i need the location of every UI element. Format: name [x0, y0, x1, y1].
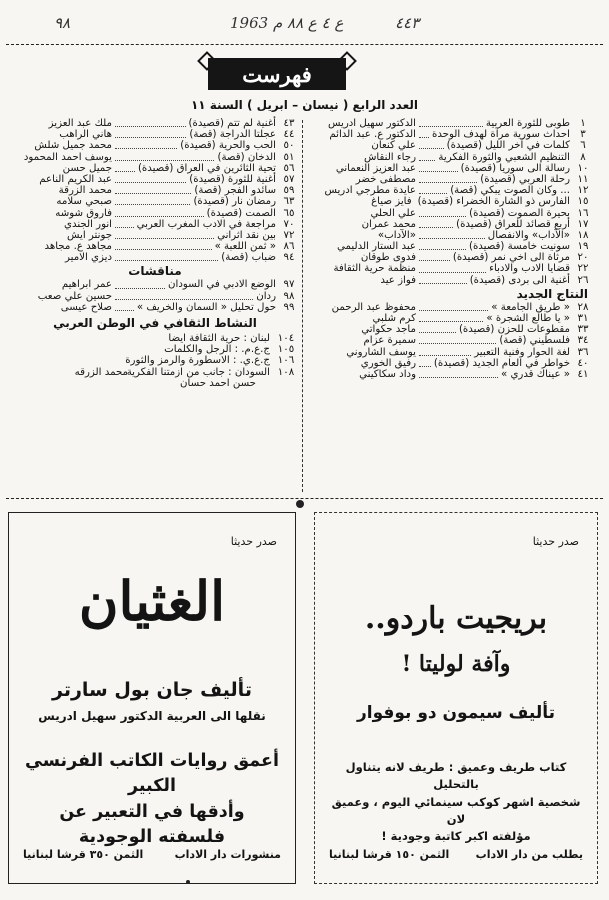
toc-page-number: ٥٧	[283, 173, 295, 185]
toc-entry	[312, 335, 596, 346]
toc-title: مرثاة الى اخي نمر (قصيدة)	[452, 252, 570, 264]
section-heading-culture: النشاط الثقافي في الوطن العربي	[53, 316, 257, 330]
ad-title: بريجيت باردو..	[364, 601, 548, 636]
toc-leader	[419, 182, 477, 183]
toc-entry	[312, 241, 596, 252]
toc-title: سونيت خامسة (قصيدة)	[468, 241, 570, 253]
toc-leader	[115, 310, 134, 311]
column-divider	[302, 120, 304, 492]
toc-leader	[419, 260, 450, 261]
toc-page-number: ٤٤	[283, 129, 295, 141]
toc-leader	[419, 137, 429, 138]
toc-page-number: ١٧	[577, 218, 589, 230]
toc-page-number: ١٠٤	[277, 333, 295, 344]
toc-author: سميرة عزام	[363, 335, 416, 347]
toc-entry	[8, 252, 302, 263]
toc-author: عبد الكريم الناعم	[39, 173, 112, 185]
toc-title: ج.ع.م. : الرجل والكلمات	[164, 344, 270, 356]
toc-page-number: ١٠٨	[277, 366, 295, 378]
toc-page-number: ٨	[580, 151, 586, 163]
toc-leader	[115, 204, 190, 205]
toc-leader	[115, 216, 204, 217]
toc-leader	[419, 148, 444, 149]
toc-author: عبد العزيز النعماني	[335, 162, 416, 174]
toc-entry	[8, 185, 302, 196]
toc-entry	[312, 118, 596, 129]
toc-entry	[312, 140, 596, 151]
toc-title: قضايا الادب والادباء	[489, 263, 570, 275]
ad-description-line: وأدقها في التعبير عن فلسفته الوجودية	[59, 801, 245, 848]
toc-title: رمضان نار (قصيدة)	[193, 196, 276, 208]
toc-author: محمد عمران	[361, 218, 416, 230]
toc-entry	[8, 241, 302, 252]
toc-page-number: ٩٩	[283, 301, 295, 313]
toc-title: بحيرة الصموت (قصيدة)	[469, 207, 570, 219]
toc-page-number: ٥٠	[283, 140, 295, 152]
handwritten-note-left: ٩٨	[54, 14, 71, 32]
ad-brigitte-bardot	[314, 512, 598, 884]
toc-right-column	[312, 118, 596, 380]
toc-author: انور الجندي	[64, 218, 112, 230]
toc-entry	[312, 208, 596, 219]
toc-title: الحب والحرية (قصيدة)	[180, 140, 276, 152]
ad-publisher: منشورات دار الاداب	[174, 848, 281, 861]
toc-leader	[419, 193, 447, 194]
toc-author: وداد سكاكيني	[359, 368, 416, 380]
toc-entry	[312, 275, 596, 286]
toc-entry	[8, 333, 302, 344]
toc-page-number: ٣٦	[577, 346, 589, 358]
toc-page-number: ١٨	[577, 229, 589, 241]
toc-title: ج.ع.ي. : الاسطورة والرمز والثورة	[125, 355, 270, 367]
toc-leader	[419, 343, 496, 344]
toc-author: يوسف احمد المحمود	[23, 151, 112, 163]
toc-title: السودان : جانب من ازمتنا الفكرية	[126, 366, 270, 378]
toc-entry	[312, 302, 596, 313]
toc-leader	[419, 377, 498, 378]
toc-title: أغنية لم تتم (قصيدة)	[188, 118, 276, 129]
toc-page-number: ١	[580, 118, 586, 129]
bottom-dot-icon	[186, 880, 190, 884]
toc-title: حول تحليل « السمان والخريف »	[136, 301, 276, 313]
toc-entry	[312, 185, 596, 196]
toc-author: يوسف الشاروني	[346, 346, 416, 358]
toc-author: محمد الزرقه	[74, 366, 128, 378]
toc-title: ردان	[256, 290, 276, 302]
toc-title: الصمت (قصيدة)	[206, 207, 276, 219]
toc-author: ديزي الامير	[65, 252, 112, 264]
toc-page-number: ٧٢	[283, 229, 295, 241]
toc-page-number: ٣	[580, 129, 586, 141]
toc-page-number: ١٦	[577, 207, 589, 219]
toc-leader	[419, 321, 483, 322]
toc-title: رسالة الى سوريا (قصيدة)	[460, 162, 570, 174]
toc-page-number: ١١	[577, 173, 589, 185]
section-heading-discussions: مناقشات	[128, 264, 182, 279]
toc-title: سائدو الفجر (قصة)	[194, 185, 276, 197]
toc-author: علي كنعان	[371, 140, 416, 152]
toc-entry	[312, 263, 596, 274]
toc-title: ... وكان الصوت يبكي (قصة)	[450, 185, 570, 197]
toc-page-number: ٤٠	[577, 357, 589, 369]
toc-title: « عيناك قدري »	[500, 368, 570, 380]
toc-author: ماجد حكواتي	[361, 324, 416, 336]
toc-entry	[8, 291, 302, 302]
toc-entry	[312, 174, 596, 185]
toc-author: فواز عيد	[380, 274, 416, 286]
ad-label: صدر حديثا	[230, 535, 277, 548]
toc-leader	[115, 182, 186, 183]
toc-entry	[312, 358, 596, 369]
ad-price: الثمن ٣٥٠ قرشا لبنانيا	[23, 848, 144, 861]
toc-title: عجلتا الدراجة (قصة)	[189, 129, 276, 141]
toc-author: الدكتور سهيل ادريس	[328, 118, 416, 129]
toc-author: فايز صياغ	[371, 196, 412, 208]
toc-page-number: ٢٦	[577, 274, 589, 286]
toc-title: ضباب (قصة)	[221, 252, 276, 264]
toc-title: لغة الحوار وفنية التعبير	[474, 346, 570, 358]
toc-author: ملك عبد العزيز	[48, 118, 112, 129]
toc-author: كرم شلبي	[372, 313, 416, 324]
ad-description	[23, 749, 281, 851]
toc-page-number: ٥٩	[283, 185, 295, 197]
toc-page-number: ٤٣	[283, 118, 295, 129]
toc-page-number: ١٠٥	[277, 344, 295, 356]
toc-entry	[8, 163, 302, 174]
toc-entry	[8, 219, 302, 230]
toc-entry	[312, 219, 596, 230]
toc-author: جميل حسن	[62, 162, 112, 174]
toc-leader	[419, 249, 466, 250]
toc-author: فاروق شوشه	[55, 207, 112, 219]
toc-title: أغنية للثورة (قصيدة)	[189, 173, 276, 185]
toc-title: تحية الثائرين في العراق (قصيدة)	[137, 162, 276, 174]
toc-page-number: ٩٨	[283, 290, 295, 302]
toc-leader	[419, 227, 453, 228]
toc-author: مجاهد ع. مجاهد	[44, 241, 112, 253]
ad-price: الثمن ١٥٠ قرشا لبنانيا	[329, 848, 450, 861]
ad-subtitle: وآفة لوليتا !	[401, 651, 511, 677]
ad-footer	[329, 848, 583, 861]
toc-author: حسن احمد حسان	[180, 377, 256, 389]
toc-title: كلمات في آخر الليل (قصيدة)	[446, 140, 570, 152]
contents-banner: فهرست	[208, 58, 346, 90]
toc-page-number: ١٠٦	[277, 355, 295, 367]
toc-page-number: ٣٤	[577, 335, 589, 347]
toc-page-number: ٢٢	[577, 263, 589, 275]
toc-leader	[115, 249, 212, 250]
toc-page-number: ١٢	[577, 185, 589, 197]
toc-entry	[312, 152, 596, 163]
ad-publisher: يطلب من دار الاداب	[475, 848, 583, 861]
toc-author: محمد جميل شلش	[34, 140, 112, 152]
toc-entry	[312, 230, 596, 241]
toc-page-number: ١٩	[577, 241, 589, 253]
toc-entry	[8, 302, 302, 313]
toc-leader	[115, 171, 135, 172]
middle-rule	[6, 498, 603, 499]
ad-description-line: شخصية اشهر كوكب سينمائي اليوم ، وعميق لان	[331, 794, 581, 826]
toc-entry	[8, 344, 302, 355]
toc-title: مقطوعات للحزن (قصيدة)	[458, 324, 570, 336]
toc-page-number: ٢٠	[577, 252, 589, 264]
toc-leader	[115, 193, 191, 194]
toc-title: الفارس ذو الشارة الخضراء (قصيدة)	[417, 196, 570, 208]
toc-page-number: ٨٦	[283, 241, 295, 253]
toc-author: عايدة مطرجي ادريس	[324, 185, 416, 197]
toc-page-number: ٣٣	[577, 324, 589, 336]
toc-entry	[312, 313, 596, 324]
ad-description-line: كتاب طريف وعميق : طريف لانه يتناول بالتحليل	[345, 760, 567, 792]
toc-entry	[8, 279, 302, 290]
toc-title: أغنية الى بردى (قصيدة)	[469, 274, 570, 286]
toc-author: مصطفى خضر	[355, 173, 416, 185]
ad-label: صدر حديثا	[532, 535, 579, 548]
toc-entry	[312, 129, 596, 140]
toc-leader	[115, 227, 134, 228]
toc-author: حسين علي صعب	[37, 290, 112, 302]
toc-leader	[419, 310, 488, 311]
toc-title: خواطر في العام الجديد (قصيدة)	[433, 357, 570, 369]
toc-author: «الآداب»	[377, 229, 416, 241]
toc-entry	[312, 163, 596, 174]
toc-author: محفوظ عبد الرحمن	[331, 301, 416, 313]
toc-entry	[312, 347, 596, 358]
toc-page-number: ٩٤	[283, 252, 295, 264]
toc-page-number: ٧٠	[283, 218, 295, 230]
toc-entry	[8, 152, 302, 163]
section-heading-new: النتاج الجديد	[516, 286, 588, 301]
ad-title: الغثيان	[78, 569, 226, 633]
toc-author: فدوى طوقان	[360, 252, 416, 264]
toc-page-number: ٥١	[283, 151, 295, 163]
toc-author: هاني الراهب	[59, 129, 112, 141]
toc-leader	[115, 137, 186, 138]
toc-title: رحلة العربي (قصيدة)	[480, 173, 570, 185]
toc-leader	[115, 126, 186, 127]
top-rule	[6, 44, 603, 45]
toc-page-number: ١٠	[577, 162, 589, 174]
toc-title: « يا طالع الشجرة »	[486, 313, 570, 324]
toc-page-number: ٩٧	[283, 279, 295, 291]
toc-leader	[419, 272, 486, 273]
toc-author: صبحي سلامه	[56, 196, 112, 208]
toc-leader	[115, 238, 214, 239]
toc-title: احداث سورية مرآة لهدف الوحدة	[432, 129, 570, 141]
toc-entry	[8, 140, 302, 151]
toc-title: طوبى للثورة العربية	[485, 118, 570, 129]
center-dot-icon	[296, 500, 304, 508]
toc-author: رفيق الخوري	[360, 357, 416, 369]
toc-page-number: ٦٣	[283, 196, 295, 208]
toc-title: الدخان (قصة)	[217, 151, 276, 163]
toc-leader	[115, 260, 218, 261]
toc-leader	[419, 355, 471, 356]
toc-page-number: ١٥	[577, 196, 589, 208]
toc-entry	[8, 196, 302, 207]
issue-line: العدد الرابع ( نيسان – ابريل ) السنة ١١	[190, 98, 419, 112]
toc-author: منظمة حرية الثقافة	[333, 263, 416, 275]
ad-description-line: أعمق روايات الكاتب الفرنسي الكبير	[25, 751, 279, 797]
toc-author: صلاح عيسى	[60, 301, 112, 313]
toc-title: « ثمن اللعبة »	[214, 241, 276, 253]
ad-author: تأليف سيمون دو بوفوار	[356, 703, 556, 723]
toc-page-number: ٦	[580, 140, 586, 152]
toc-leader	[115, 288, 165, 289]
handwritten-note-middle: ع ٤ ع ٨٨ م 1963	[230, 14, 344, 32]
toc-author: جونتر ايش	[67, 229, 112, 241]
toc-title: مراجعة في الادب المغرب العربي	[136, 218, 276, 230]
toc-leader	[115, 299, 253, 300]
toc-entry	[312, 369, 596, 380]
ad-nausea	[8, 512, 296, 884]
toc-leader	[419, 283, 467, 284]
toc-page-number: ٣١	[577, 313, 589, 324]
toc-title: «الآداب» والانفصال	[487, 229, 570, 241]
handwritten-note-right: ٤٤٣	[395, 14, 420, 32]
toc-leader	[419, 160, 435, 161]
ad-description	[329, 759, 583, 845]
toc-title: « طريق الجامعة »	[491, 301, 570, 313]
toc-entry	[312, 252, 596, 263]
ad-author: تأليف جان بول سارتر	[52, 679, 252, 701]
toc-page-number: ٦٥	[283, 207, 295, 219]
toc-title: الوضع الادبي في السودان	[168, 279, 276, 291]
ad-description-line: مؤلفته اكبر كاتبة وجودية !	[381, 829, 531, 843]
toc-leader	[419, 126, 483, 127]
toc-leader	[419, 332, 456, 333]
toc-leader	[419, 171, 458, 172]
toc-page-number: ٥٦	[283, 162, 295, 174]
toc-title: لبنان : حرية الثقافة ايضا	[168, 333, 270, 344]
toc-author: عمر ابراهيم	[61, 279, 112, 291]
toc-entry	[8, 174, 302, 185]
toc-title: بين نقد اثراني	[217, 229, 276, 241]
toc-page-number: ٤١	[577, 368, 589, 380]
toc-entry	[8, 230, 302, 241]
ad-translator: نقلها الى العربية الدكتور سهيل ادريس	[38, 709, 266, 723]
toc-page-number: ٢٨	[577, 301, 589, 313]
toc-entry	[8, 129, 302, 140]
toc-leader	[115, 148, 177, 149]
toc-entry	[312, 196, 596, 207]
toc-leader	[419, 366, 431, 367]
toc-title: فلسطيني (قصة)	[499, 335, 570, 347]
toc-author: الدكتور ع. عبد الدائم	[329, 129, 416, 141]
ad-footer	[23, 848, 281, 861]
toc-leader	[115, 160, 214, 161]
toc-entry	[8, 208, 302, 219]
toc-author: علي الحلي	[370, 207, 416, 219]
toc-title: التنظيم الشعبي والثورة الفكرية	[438, 151, 570, 163]
toc-author: محمد الزرقة	[58, 185, 112, 197]
toc-left-column	[8, 118, 302, 389]
toc-leader	[419, 216, 466, 217]
toc-entry	[312, 324, 596, 335]
toc-entry	[8, 118, 302, 129]
toc-author: عبد الستار الدليمي	[337, 241, 416, 253]
toc-leader	[419, 238, 485, 239]
toc-title: أربع قصائد للعراق (قصيدة)	[456, 218, 570, 230]
toc-author: رجاء النقاش	[363, 151, 416, 163]
